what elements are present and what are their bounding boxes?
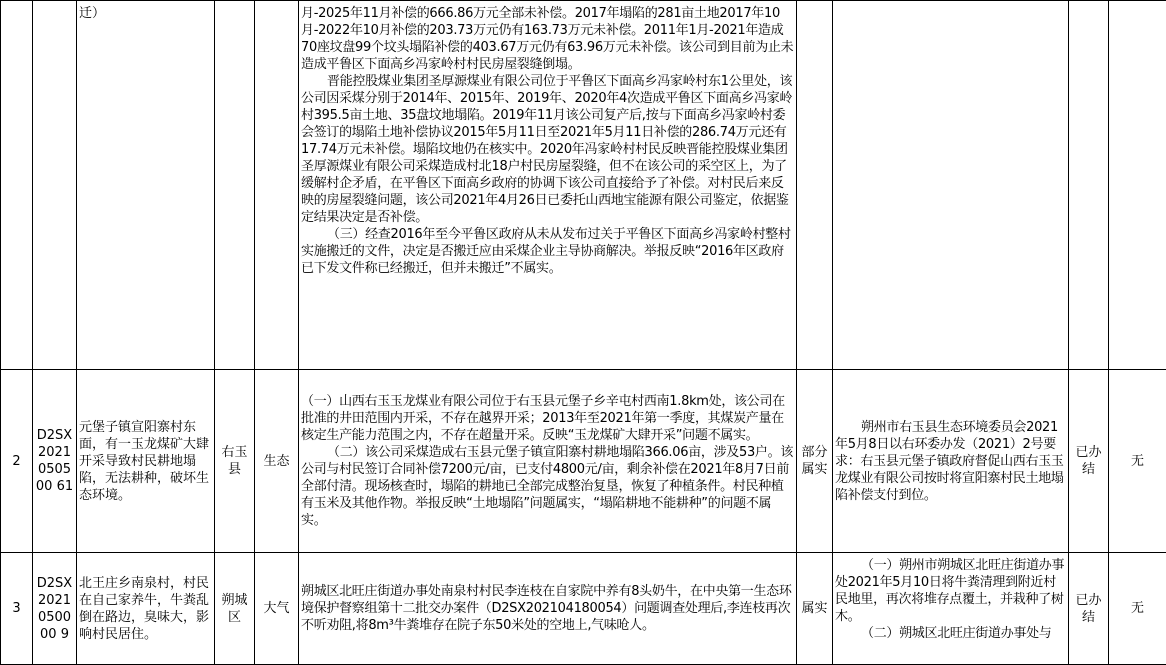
district: 右玉县 xyxy=(215,370,255,553)
case-id xyxy=(33,1,77,370)
measures-cell xyxy=(833,1,1069,370)
status: 已办结 xyxy=(1069,370,1109,553)
accountability: 无 xyxy=(1109,553,1166,665)
accountability xyxy=(1109,1,1166,370)
table-row xyxy=(1,1,1166,370)
table-row xyxy=(1,553,1166,665)
issue-description xyxy=(77,1,215,370)
findings-cell xyxy=(299,370,797,553)
verdict xyxy=(797,1,833,370)
findings-paragraph: 晋能控股煤业集团圣厚源煤业有限公司位于平鲁区下面高乡冯家岭村东1公里处，该公司因采煤分别于2014年、2015年、2019年、2020年4次造成平鲁区下面高乡冯家岭村395.5亩土地、35盘坟地塌陷。2019年11月该公司复产后,按与下面高乡冯家岭村委会签订的塌陷土地补偿协议2015年5月11日至2021年5月11日补偿的286.74万元还有17.74万元未补偿。塌陷坟地仍在核实中。2020年冯家岭村村民反映晋能控股煤业集团圣厚源煤业有限公司采煤造成村北18户村民房屋裂缝，但不在该公司的采空区上，为了缓解村企矛盾，在平鲁区下面高乡政府的协调下该公司直接给予了补偿。对村民后来反映的房屋裂缝问题，该公司2021年4月26日已委托山西地宝能源有限公司鉴定，依据鉴定结果决定是否补偿。 xyxy=(301,73,794,226)
status xyxy=(1069,1,1109,370)
row-index: 2 xyxy=(1,370,33,553)
district xyxy=(215,1,255,370)
row-index xyxy=(1,1,33,370)
verdict: 属实 xyxy=(797,553,833,665)
row-index: 3 xyxy=(1,553,33,665)
status: 已办结 xyxy=(1069,553,1109,665)
issue-text: 迁） xyxy=(79,6,105,21)
measure-paragraph: 朔州市右玉县生态环境委员会2021年5月8日以右环委办发（2021）2号要求：右玉县元堡子镇政府督促山西右玉玉龙煤业有限公司按时将宣阳寨村民土地塌陷补偿支付到位。 xyxy=(835,419,1066,504)
case-id: D2SX2021050500 61 xyxy=(33,370,77,553)
district: 朔城区 xyxy=(215,553,255,665)
issue-description: 北王庄乡南泉村，村民在自己家养牛，牛粪乱倒在路边，臭味大，影响村民居住。 xyxy=(77,553,215,665)
category xyxy=(255,1,299,370)
findings-paragraph: 月-2025年11月补偿的666.86万元全部未补偿。2017年塌陷的281亩土地2017年10月-2022年10月补偿的203.73万元仍有163.73万元未补偿。2011年1月-2021年造成70座坟盘99个坟头塌陷补偿的403.67万元仍有63.96万元未补偿。该公司到目前为止未造成平鲁区下面高乡冯家岭村村民房屋裂缝倒塌。 xyxy=(301,5,794,73)
findings-paragraph: （一）山西右玉玉龙煤业有限公司位于右玉县元堡子乡辛屯村西南1.8km处，该公司在批准的井田范围内开采，不存在越界开采；2013年至2021年第一季度，其煤炭产量在核定生产能力范围之内，不存在超量开采。反映“玉龙煤矿大肆开采”问题不属实。 xyxy=(301,393,794,444)
findings-paragraph: 朔城区北旺庄街道办事处南泉村村民李连枝在自家院中养有8头奶牛，在中央第一生态环境保护督察组第十二批交办案件（D2SX202104180054）问题调查处理后,李连枝再次不听劝阻,将8m³牛粪堆存在院子东50米处的空地上,气味呛人。 xyxy=(301,583,794,634)
findings-cell xyxy=(299,1,797,370)
measures-cell xyxy=(833,370,1069,553)
findings-paragraph: （二）该公司采煤造成右玉县元堡子镇宣阳寨村耕地塌陷366.06亩，涉及53户。该公司与村民签订合同补偿7200元/亩，已支付4800元/亩，剩余补偿在2021年8月7日前全部付清。现场核查时，塌陷的耕地已全部完成整治复垦，恢复了种植条件。村民种植有玉米及其他作物。举报反映“土地塌陷”问题属实，“塌陷耕地不能耕种”的问题不属实。 xyxy=(301,444,794,529)
category: 大气 xyxy=(255,553,299,665)
measure-paragraph: （一）朔州市朔城区北旺庄街道办事处2021年5月10日将牛粪清理到附近村民地里，再次将堆存点覆土，并栽种了树木。 xyxy=(835,557,1066,625)
findings-paragraph: （三）经查2016年至今平鲁区政府从未从发布过关于平鲁区下面高乡冯家岭村整村实施搬迁的文件，决定是否搬迁应由采煤企业主导协商解决。举报反映“2016年区政府已下发文件称已经搬迁，但并未搬迁”不属实。 xyxy=(301,226,794,277)
accountability: 无 xyxy=(1109,370,1166,553)
table-row xyxy=(1,370,1166,553)
measures-cell xyxy=(833,553,1069,665)
findings-cell xyxy=(299,553,797,665)
category: 生态 xyxy=(255,370,299,553)
measure-paragraph: （二）朔城区北旺庄街道办事处与 xyxy=(835,625,1066,642)
issue-description: 元堡子镇宣阳寨村东面，有一玉龙煤矿大肆开采导致村民耕地塌陷，无法耕种，破坏生态环境。 xyxy=(77,370,215,553)
verdict: 部分属实 xyxy=(797,370,833,553)
case-id: D2SX2021050000 9 xyxy=(33,553,77,665)
